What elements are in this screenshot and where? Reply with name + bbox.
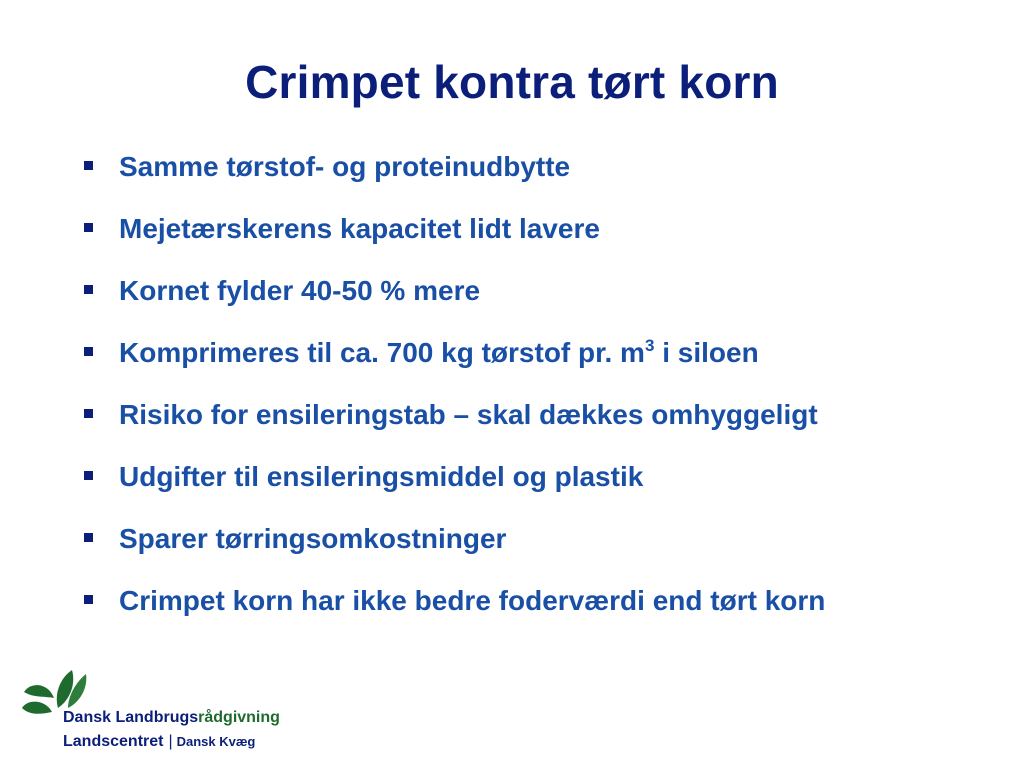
superscript-exponent: 3 (644, 336, 655, 355)
bullet-item (84, 270, 964, 312)
bullet-text: Kornet fylder 40-50 % mere (119, 275, 481, 306)
square-bullet-icon (84, 533, 93, 542)
bullet-item (84, 580, 964, 622)
logo-text-landscentret: Landscentret (63, 733, 164, 750)
bullet-item (84, 456, 964, 498)
bullet-text-after-superscript: i siloen (654, 337, 759, 368)
bullet-text-before-superscript: Komprimeres til ca. 700 kg tørstof pr. m (119, 337, 645, 368)
bullet-text: Samme tørstof- og proteinudbytte (119, 151, 571, 182)
square-bullet-icon (84, 285, 93, 294)
bullet-text: Udgifter til ensileringsmiddel og plastik (119, 461, 644, 492)
slide-title: Crimpet kontra tørt korn (245, 56, 779, 108)
square-bullet-icon (84, 223, 93, 232)
square-bullet-icon (84, 347, 93, 356)
bullet-text: Sparer tørringsomkostninger (119, 523, 507, 554)
bullet-item (84, 518, 964, 560)
square-bullet-icon (84, 595, 93, 604)
bullet-text: Mejetærskerens kapacitet lidt lavere (119, 213, 600, 244)
bullet-item (84, 394, 964, 436)
logo-text-raadgivning: rådgivning (198, 709, 280, 726)
bullet-item (84, 208, 964, 250)
logo-text-line1 (63, 708, 280, 728)
logo-separator: | (168, 733, 173, 750)
square-bullet-icon (84, 471, 93, 480)
logo-text-line2 (63, 732, 255, 752)
bullet-item (84, 146, 964, 188)
organization-logo (20, 668, 350, 763)
square-bullet-icon (84, 161, 93, 170)
bullet-list (84, 146, 964, 642)
square-bullet-icon (84, 409, 93, 418)
logo-text-dansk-landbrugs: Dansk Landbrugs (63, 709, 199, 726)
bullet-text: Crimpet korn har ikke bedre foderværdi end tørt korn (119, 585, 826, 616)
bullet-item (84, 332, 964, 374)
logo-text-dansk-kvaeg: Dansk Kvæg (176, 734, 256, 749)
bullet-text: Risiko for ensileringstab – skal dækkes omhyggeligt (119, 399, 818, 430)
